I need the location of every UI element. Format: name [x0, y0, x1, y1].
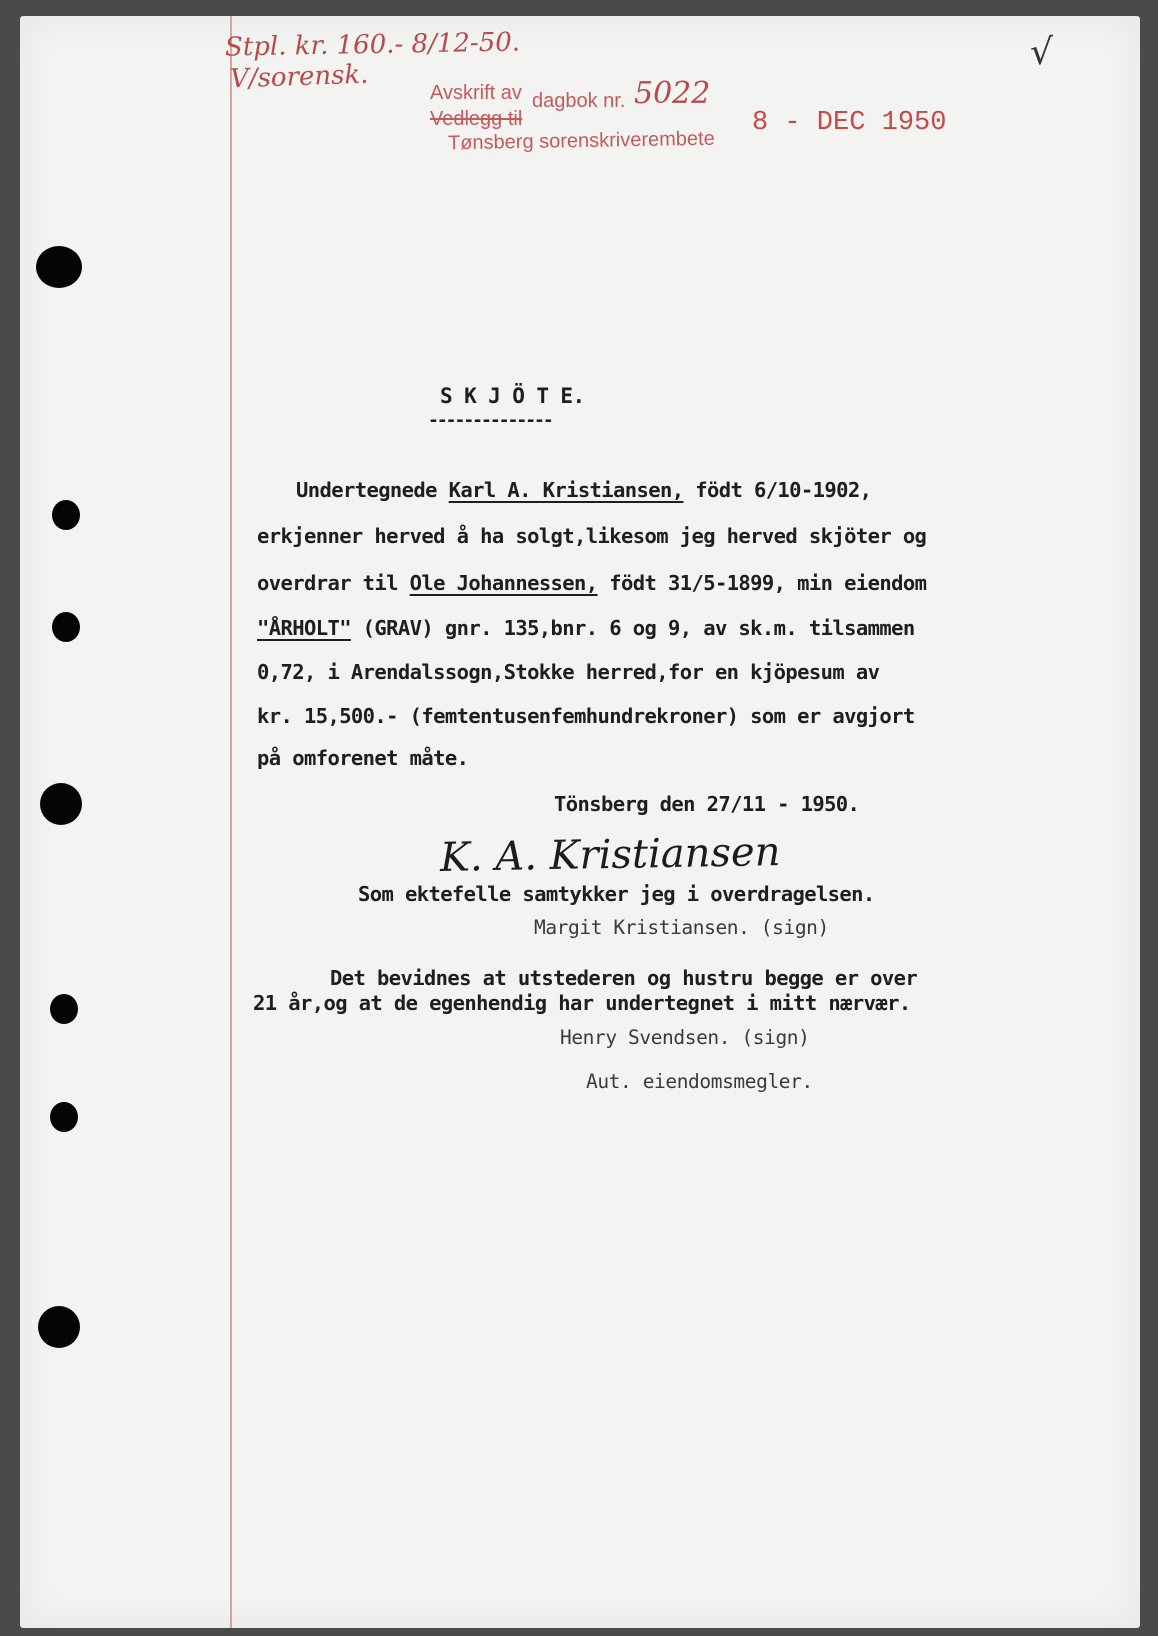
body-line: overdrar til Ole Johannessen, födt 31/5-1899, min eiendom: [257, 571, 927, 595]
body-line: kr. 15,500.- (femtentusenfemhundrekroner) som er avgjort: [257, 704, 915, 728]
witness-title: Aut. eiendomsmegler.: [586, 1070, 813, 1093]
margin-rule: [230, 16, 232, 1628]
punch-hole: [52, 500, 80, 530]
stamp-avskrift: Avskrift av: [430, 82, 522, 104]
spouse-signature: Margit Kristiansen. (sign): [534, 916, 829, 939]
body-line: "ÅRHOLT" (GRAV) gnr. 135,bnr. 6 og 9, av sk.m. tilsammen: [257, 616, 915, 640]
document-page: [20, 16, 1140, 1628]
punch-hole: [50, 1102, 78, 1132]
signature: K. A. Kristiansen: [439, 829, 781, 881]
stamp-journal-number: 5022: [634, 76, 711, 111]
spouse-consent: Som ektefelle samtykker jeg i overdragelsen.: [358, 882, 875, 906]
stamp-dagbok: dagbok nr.: [532, 90, 626, 112]
body-line: 0,72, i Arendalssogn,Stokke herred,for en kjöpesum av: [257, 660, 880, 684]
place-date: Tönsberg den 27/11 - 1950.: [554, 792, 860, 816]
witness-signature: Henry Svendsen. (sign): [560, 1026, 810, 1049]
date-stamp: 8 - DEC 1950: [752, 108, 947, 138]
punch-hole: [36, 246, 82, 288]
document-title: S K J Ö T E.: [440, 384, 585, 408]
punch-hole: [52, 612, 80, 642]
stamp-vedlegg: Vedlegg til: [430, 108, 523, 130]
body-line: Undertegnede Karl A. Kristiansen, födt 6/10-1902,: [296, 478, 872, 502]
attestation-line-2: 21 år,og at de egenhendig har undertegnet i mitt nærvær.: [253, 991, 911, 1015]
checkmark-icon: √: [1030, 32, 1053, 73]
title-rule: --------------: [428, 410, 552, 431]
body-line: erkjenner herved å ha solgt,likesom jeg herved skjöter og: [257, 524, 927, 548]
stamp-office: Tønsberg sorenskriverembete: [447, 127, 715, 155]
punch-hole: [40, 783, 82, 825]
punch-hole: [38, 1306, 80, 1348]
attestation-line-1: Det bevidnes at utstederen og hustru begge er over: [330, 966, 918, 990]
body-line: på omforenet måte.: [257, 746, 469, 770]
handwritten-fee-note: Stpl. kr. 160.- 8/12-50.: [224, 27, 521, 63]
handwritten-office-note: V/sorensk.: [229, 59, 369, 95]
punch-hole: [50, 994, 78, 1024]
